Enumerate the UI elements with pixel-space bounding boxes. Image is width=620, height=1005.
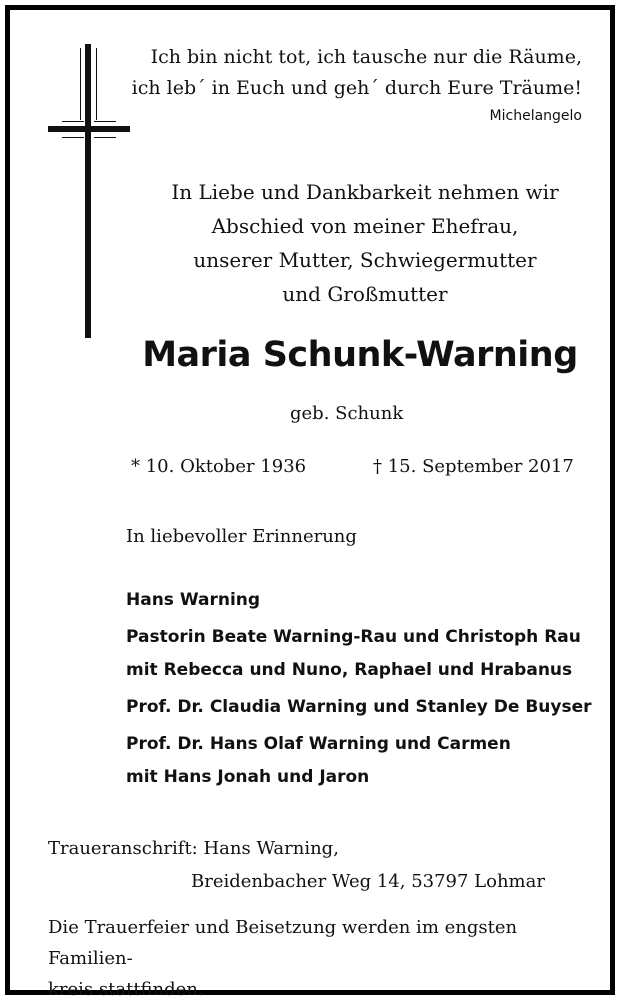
family-row: Hans Warning bbox=[126, 590, 261, 610]
family-row: Prof. Dr. Hans Olaf Warning und Carmen bbox=[126, 734, 511, 754]
intro-line-4: und Großmutter bbox=[282, 282, 448, 306]
intro-line-3: unserer Mutter, Schwiegermutter bbox=[193, 248, 537, 272]
death-date: † 15. September 2017 bbox=[373, 456, 574, 477]
quote-author: Michelangelo bbox=[489, 108, 582, 124]
mourning-address bbox=[48, 832, 545, 898]
birth-name: geb. Schunk bbox=[290, 403, 404, 424]
quote-line-2: ich leb´ in Euch und geh´ durch Eure Träume! bbox=[131, 77, 582, 99]
intro-text bbox=[160, 175, 570, 311]
intro-line-1: In Liebe und Dankbarkeit nehmen wir bbox=[171, 180, 559, 204]
address-line-1: Traueranschrift: Hans Warning, bbox=[48, 838, 339, 859]
intro-line-2: Abschied von meiner Ehefrau, bbox=[211, 214, 519, 238]
quote bbox=[132, 42, 582, 104]
family-row: Prof. Dr. Claudia Warning und Stanley De Buyser bbox=[126, 697, 592, 717]
quote-line-1: Ich bin nicht tot, ich tausche nur die Räume, bbox=[150, 46, 582, 68]
memory-line: In liebevoller Erinnerung bbox=[126, 526, 357, 547]
note-line-2: kreis stattfinden. bbox=[48, 979, 204, 1000]
birth-date: * 10. Oktober 1936 bbox=[131, 456, 307, 477]
family-list bbox=[126, 584, 592, 794]
cross-icon bbox=[48, 44, 138, 338]
address-line-2: Breidenbacher Weg 14, 53797 Lohmar bbox=[191, 871, 545, 892]
family-row: mit Rebecca und Nuno, Raphael und Hrabanus bbox=[126, 660, 573, 680]
family-row: mit Hans Jonah und Jaron bbox=[126, 767, 370, 787]
note-line-1: Die Trauerfeier und Beisetzung werden im engsten Familien- bbox=[48, 917, 518, 969]
funeral-note bbox=[48, 912, 588, 1005]
family-row: Pastorin Beate Warning-Rau und Christoph Rau bbox=[126, 627, 581, 647]
deceased-name: Maria Schunk-Warning bbox=[142, 335, 578, 375]
obituary-frame bbox=[5, 5, 615, 1000]
